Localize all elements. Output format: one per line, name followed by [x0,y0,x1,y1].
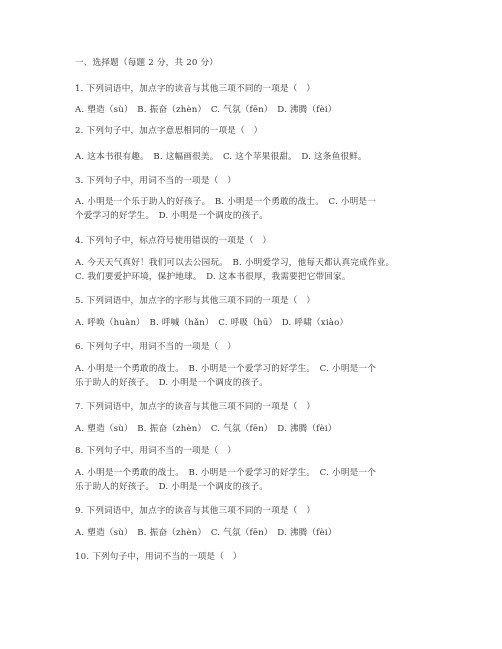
question-6-options-cont: 乐于助人的好孩子。 D. 小明是一个调皮的孩子。 [75,378,269,388]
question-5: 5. 下列词语中，加点字的字形与其他三项不同的一项是（ ） [75,296,316,306]
question-3: 3. 下列句子中，用词不当的一项是（ ） [75,176,237,186]
question-4-options: A. 今天天气真好！我们可以去公园玩。 B. 小明爱学习，他每天都认真完成作业。 [75,258,395,268]
question-7-options: A. 塑造（sù） B. 振奋（zhèn） C. 气氛（fēn） D. 沸腾（fèi） [75,424,337,434]
question-9: 9. 下列词语中，加点字的读音与其他三项不同的一项是（ ） [75,506,316,516]
question-8-options-cont: 乐于助人的好孩子。 D. 小明是一个调皮的孩子。 [75,482,269,492]
question-6: 6. 下列句子中，用词不当的一项是（ ） [75,342,237,352]
question-2-options: A. 这本书很有趣。 B. 这幅画很美。 C. 这个苹果很甜。 D. 这条鱼很鲜。 [75,152,367,162]
question-4-options-cont: C. 我们要爱护环境，保护地球。 D. 这本书很厚，我需要把它带回家。 [75,272,351,282]
question-8-options: A. 小明是一个勇敢的战士。 B. 小明是一个爱学习的好学生。 C. 小明是一个 [75,468,376,478]
question-1: 1. 下列词语中，加点字的读音与其他三项不同的一项是（ ） [75,84,316,94]
section-title: 一、选择题（每题 2 分，共 20 分） [75,58,219,68]
question-10: 10. 下列句子中，用词不当的一项是（ ） [75,552,242,562]
question-6-options: A. 小明是一个勇敢的战士。 B. 小明是一个爱学习的好学生。 C. 小明是一个 [75,364,376,374]
question-8: 8. 下列句子中，用词不当的一项是（ ） [75,446,237,456]
question-3-options-cont: 个爱学习的好学生。 D. 小明是一个调皮的孩子。 [75,211,269,221]
question-1-options: A. 塑造（sù） B. 振奋（zhèn） C. 气氛（fēn） D. 沸腾（fèi） [75,105,337,115]
question-3-options: A. 小明是一个乐于助人的好孩子。 B. 小明是一个勇敢的战士。 C. 小明是一 [75,197,376,207]
question-5-options: A. 呼唤（huàn） B. 呼喊（hǎn） C. 呼吸（hū） D. 呼啸（xiào） [75,318,349,328]
question-7: 7. 下列词语中，加点字的读音与其他三项不同的一项是（ ） [75,402,316,412]
question-4: 4. 下列句子中，标点符号使用错误的一项是（ ） [75,236,272,246]
question-2: 2. 下列句子中，加点字意思相同的一项是（ ） [75,126,263,136]
question-9-options: A. 塑造（sù） B. 振奋（zhèn） C. 气氛（fēn） D. 沸腾（fèi） [75,528,337,538]
